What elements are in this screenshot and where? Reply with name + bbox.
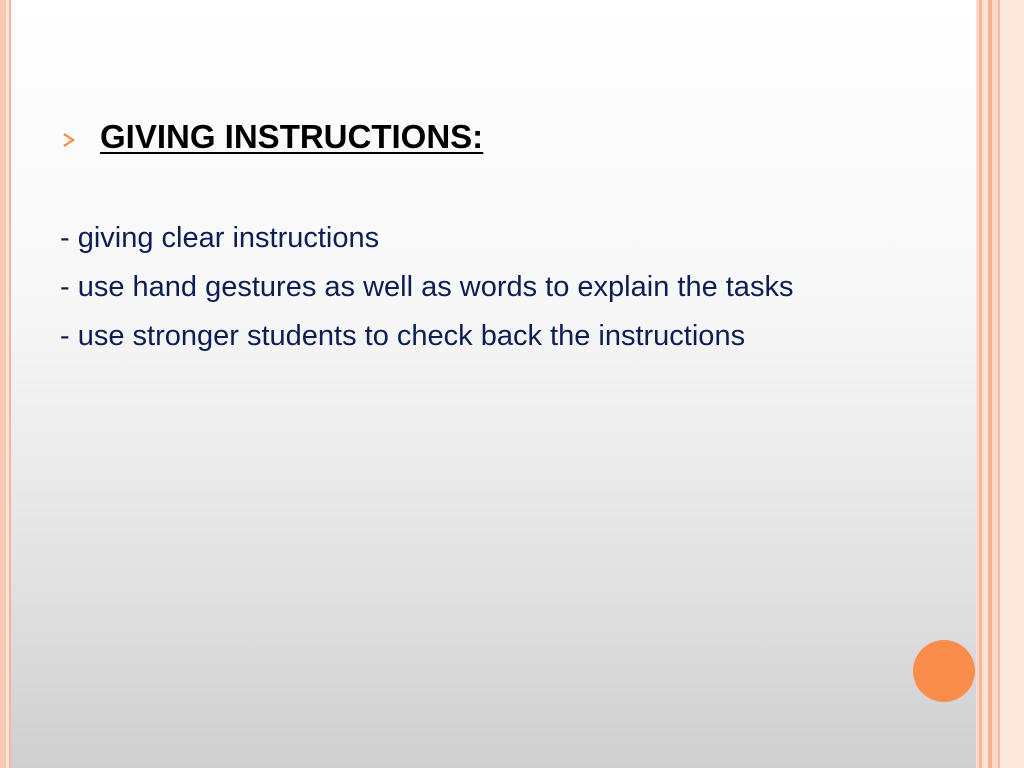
body-line: - giving clear instructions bbox=[60, 222, 380, 254]
body-text bbox=[60, 216, 793, 363]
decorative-orange-circle bbox=[913, 640, 975, 702]
left-border-stripe bbox=[0, 0, 12, 768]
right-border-stripes bbox=[976, 0, 1024, 768]
body-line: - use hand gestures as well as words to explain the tasks bbox=[60, 271, 794, 303]
heading-bullet-row bbox=[60, 112, 483, 162]
slide-heading: GIVING INSTRUCTIONS: bbox=[100, 118, 484, 155]
chevron-right-icon bbox=[60, 131, 78, 149]
body-line: - use stronger students to check back the instructions bbox=[60, 320, 746, 352]
